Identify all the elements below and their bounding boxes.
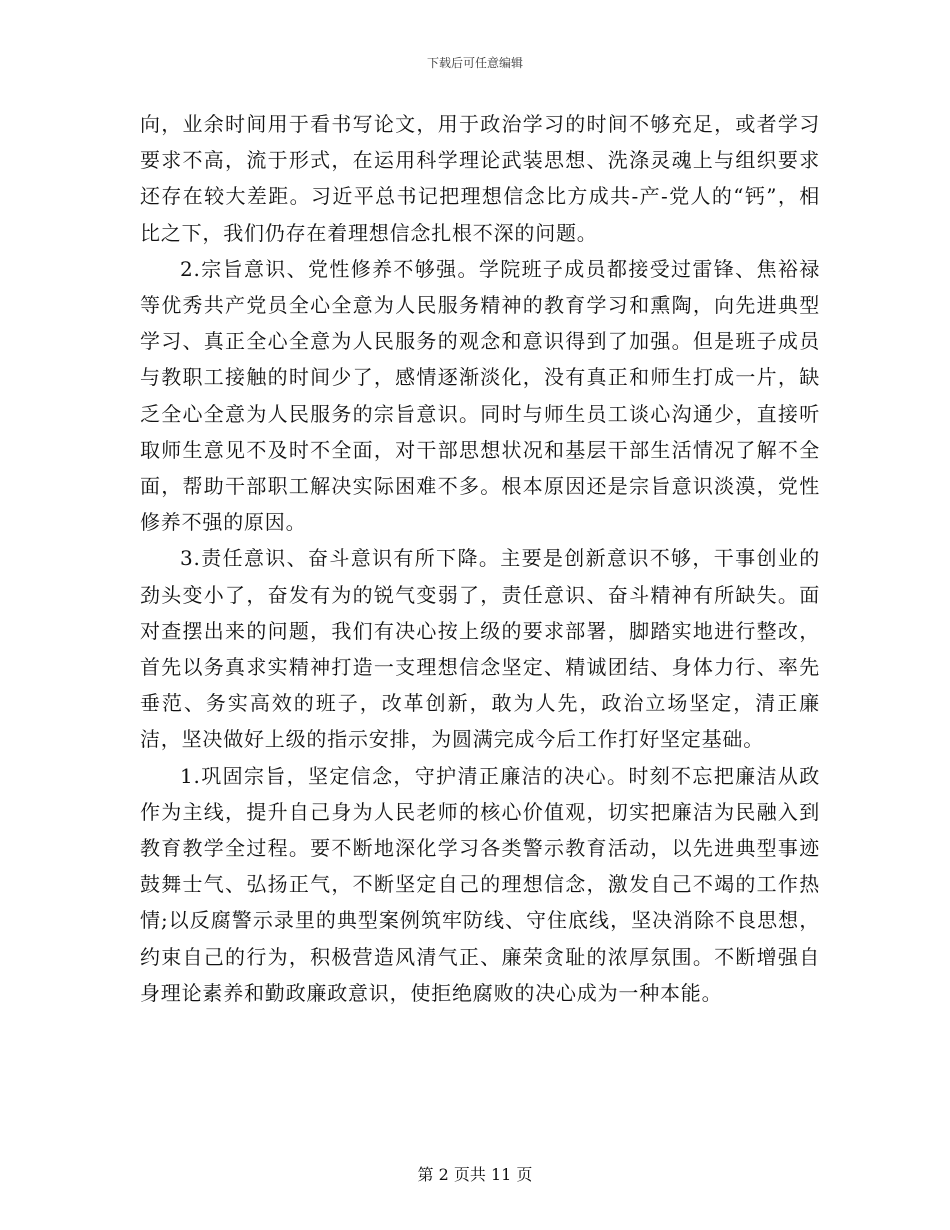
paragraph-consolidate-purpose: 1.巩固宗旨，坚定信念，守护清正廉洁的决心。时刻不忘把廉洁从政作为主线，提升自己身为人民老师的核心价值观，切实把廉洁为民融入到教育教学全过程。要不断地深化学习各类警示教育活动，以先进典型事迹鼓舞士气、弘扬正气，不断坚定自己的理想信念，激发自己不竭的工作热情;以反腐警示录里的典型案例筑牢防线、守住底线，坚决消除不良思想，约束自己的行为，积极营造风清气正、廉荣贪耻的浓厚氛围。不断增强自身理论素养和勤政廉政意识，使拒绝腐败的决心成为一种本能。 xyxy=(140,763,820,1005)
page-header-note: 下载后可任意编辑 xyxy=(426,56,523,70)
document-body xyxy=(140,106,820,1011)
page-number-footer: 第 2 页共 11 页 xyxy=(417,1165,533,1184)
paragraph-responsibility-awareness: 3.责任意识、奋斗意识有所下降。主要是创新意识不够，干事创业的劲头变小了，奋发有为的锐气变弱了，责任意识、奋斗精神有所缺失。面对查摆出来的问题，我们有决心按上级的要求部署，脚踏实地进行整改，首先以务真求实精神打造一支理想信念坚定、精诚团结、身体力行、率先垂范、务实高效的班子，改革创新，敢为人先，政治立场坚定，清正廉洁，坚决做好上级的指示安排，为圆满完成今后工作打好坚定基础。 xyxy=(140,546,820,752)
paragraph-continuation: 向，业余时间用于看书写论文，用于政治学习的时间不够充足，或者学习要求不高，流于形式，在运用科学理论武装思想、洗涤灵魂上与组织要求还存在较大差距。习近平总书记把理想信念比方成共-产-党人的“钙”，相比之下，我们仍存在着理想信念扎根不深的问题。 xyxy=(140,112,820,245)
paragraph-purpose-awareness: 2.宗旨意识、党性修养不够强。学院班子成员都接受过雷锋、焦裕禄等优秀共产党员全心全意为人民服务精神的教育学习和熏陶，向先进典型学习、真正全心全意为人民服务的观念和意识得到了加强。但是班子成员与教职工接触的时间少了，感情逐渐淡化，没有真正和师生打成一片，缺乏全心全意为人民服务的宗旨意识。同时与师生员工谈心沟通少，直接听取师生意见不及时不全面，对干部思想状况和基层干部生活情况了解不全面，帮助干部职工解决实际困难不多。根本原因还是宗旨意识淡漠，党性修养不强的原因。 xyxy=(140,256,820,535)
